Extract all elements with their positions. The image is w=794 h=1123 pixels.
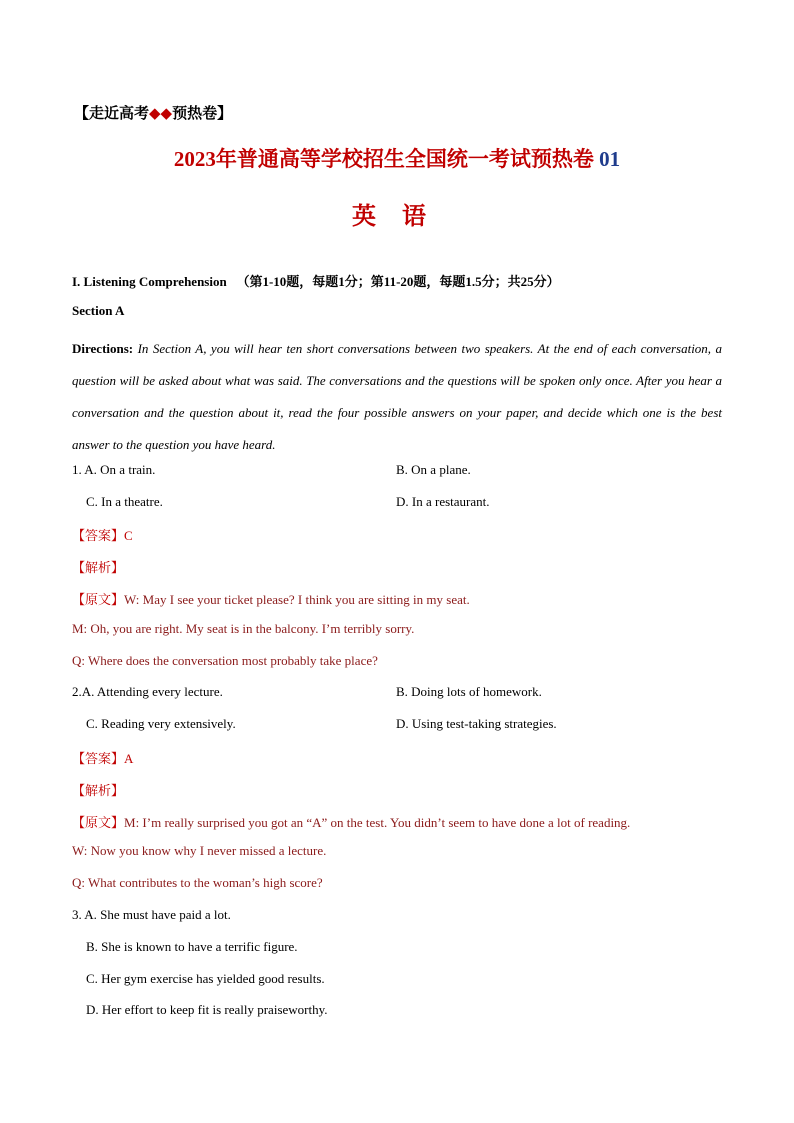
q2-orig-m: M: I’m really surprised you got an “A” on the test. You didn’t seem to have done a lot of reading. [124,815,631,830]
q1-orig-label: 【原文】 [72,592,125,607]
q3-option-d: D. Her effort to keep fit is really praiseworthy. [86,1002,328,1017]
q3-option-c: C. Her gym exercise has yielded good results. [86,971,325,986]
title-number: 01 [599,147,621,171]
q2-transcript-w: W: Now you know why I never missed a lecture. [72,843,327,858]
directions-text: In Section A, you will hear ten short conversations between two speakers. At the end of each conversation, a question will be asked about what was said. The conversations and the questions will be spoken only once. After you hear a conversation and the question about it, read the four possible answers on your paper, and decide which one is the best answer to the question you have heard. [72,341,722,452]
title-text: 年普通高等学校招生全国统一考试预热卷 [215,147,594,171]
q2-orig-label: 【原文】 [72,815,125,830]
tag-open: 【走近高考 [74,106,150,122]
q1-answer: 【答案】C [72,528,133,543]
scoring-note: （第1-10题，每题1分；第11-20题，每题1.5分；共25分） [236,274,560,289]
q3-option-a: 3. A. She must have paid a lot. [72,907,231,922]
q2-answer: 【答案】A [72,751,134,766]
subject-title: 英语 [352,204,452,230]
q1-orig-w: W: May I see your ticket please? I think you are sitting in my seat. [124,592,470,607]
paper-title [0,143,794,173]
q1-transcript-w [72,589,470,608]
q1-option-d: D. In a restaurant. [396,494,490,509]
q2-option-d: D. Using test-taking strategies. [396,716,557,731]
q2-option-c: C. Reading very extensively. [86,716,236,731]
diamond-icons: ◆◆ [149,106,173,122]
section-a-label: Section A [72,303,125,318]
directions-label: Directions: [72,341,134,356]
q1-option-b: B. On a plane. [396,462,471,477]
q2-option-b: B. Doing lots of homework. [396,684,542,699]
q2-transcript-m [72,812,630,831]
q1-analysis: 【解析】 [72,560,125,575]
q2-transcript-q: Q: What contributes to the woman’s high score? [72,875,323,890]
tag-close: 预热卷】 [172,106,233,122]
q1-transcript-q: Q: Where does the conversation most probably take place? [72,653,378,668]
q3-option-b: B. She is known to have a terrific figure. [86,939,298,954]
title-year: 2023 [173,147,216,171]
q2-analysis: 【解析】 [72,783,125,798]
paper-tag [74,102,232,123]
q1-option-c: C. In a theatre. [86,494,163,509]
q2-option-a: 2.A. Attending every lecture. [72,684,223,699]
directions-paragraph [72,333,722,461]
section-heading [72,271,560,290]
q1-transcript-m: M: Oh, you are right. My seat is in the balcony. I’m terribly sorry. [72,621,415,636]
q1-option-a: 1. A. On a train. [72,462,156,477]
listening-heading: I. Listening Comprehension [72,274,227,289]
